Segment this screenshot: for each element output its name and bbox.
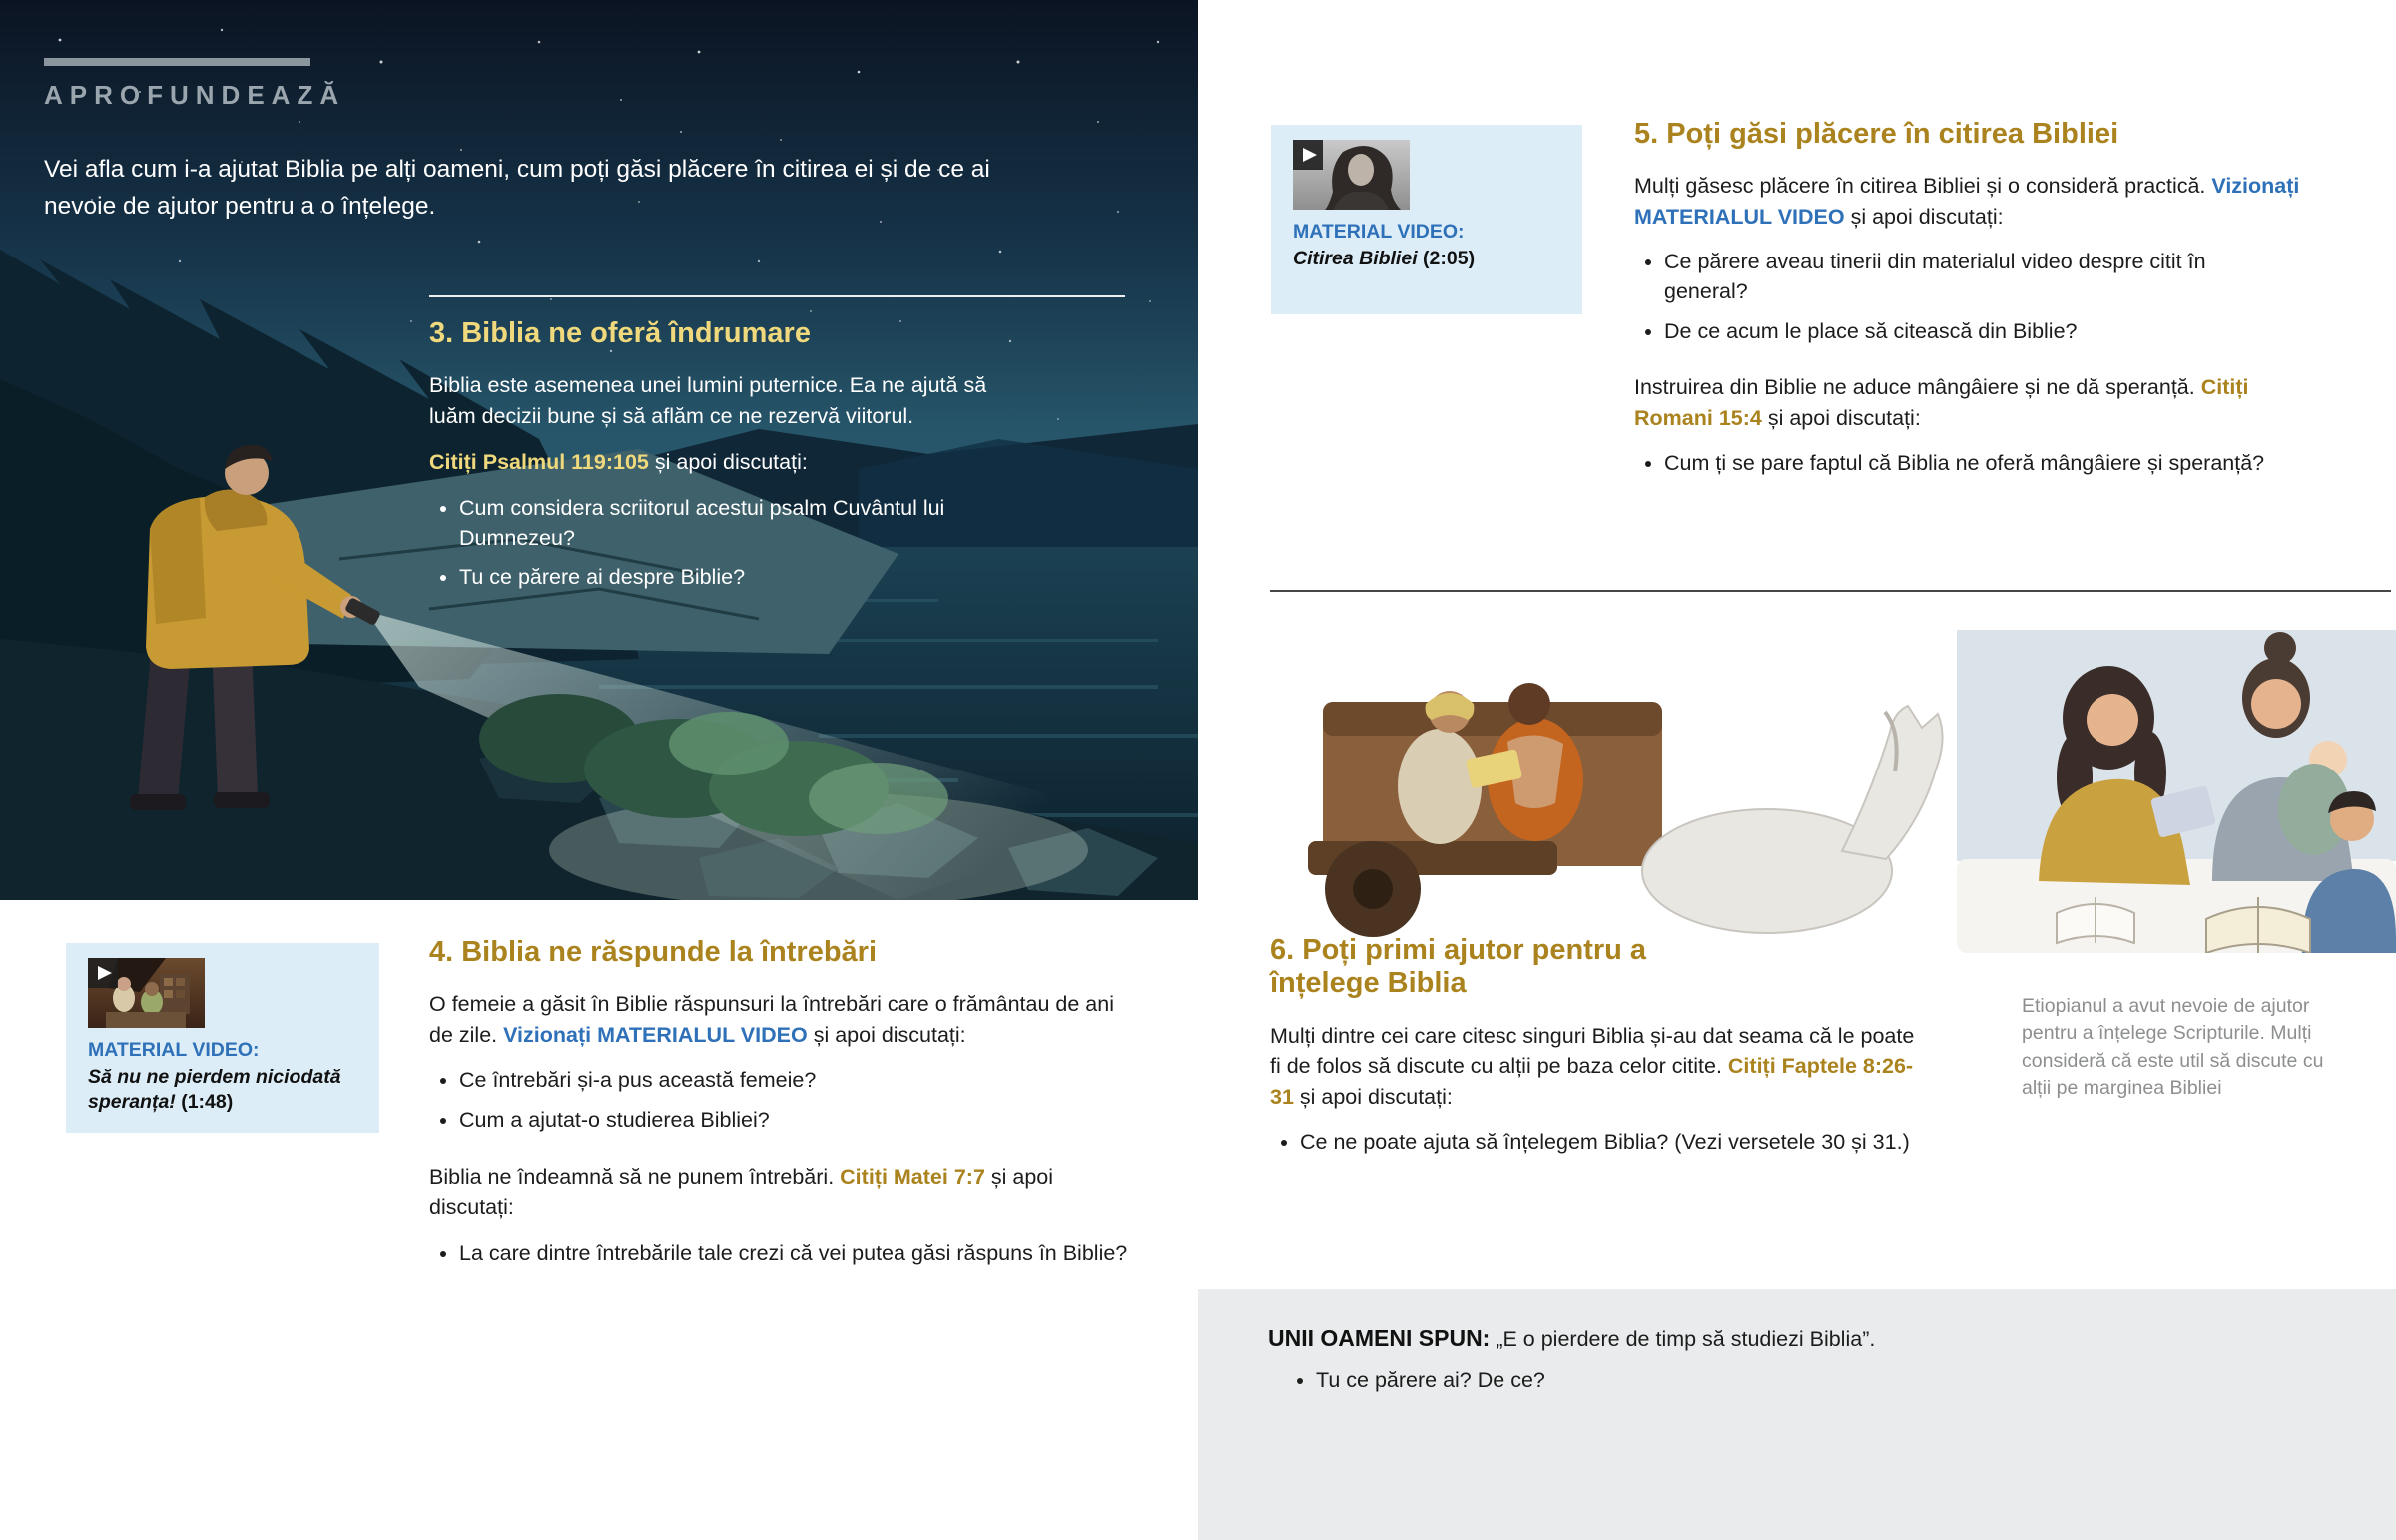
kicker-rule [44,58,310,66]
illustration-caption: Etiopianul a avut nevoie de ajutor pentru a înțelege Scripturile. Mulți consideră că este util să discute cu alții pe marginea Bibliei [2022,995,2324,1099]
bible-discussion-illustration [1268,552,2396,953]
scripture-link-matthew[interactable]: Citiți Matei 7:7 [840,1164,985,1189]
chariot-scene [1308,683,1662,937]
list-item: • Ce întrebări și-a pus această femeie? [459,1066,1138,1096]
section-4 [429,936,1138,1278]
video-duration: (2:05) [1423,248,1476,269]
some-people-say-line: UNII OAMENI SPUN: „E o pierdere de timp să studiezi Biblia”. [1268,1325,1876,1351]
list-item: • Ce părere aveau tinerii din materialul video despre citit în general? [1664,248,2293,306]
some-people-say-label: UNII OAMENI SPUN: [1268,1325,1491,1351]
some-people-say-box [1198,1289,2396,1540]
scripture-link-romans[interactable]: Citiți Romani 15:4 [1634,375,2249,430]
video-duration: (1:48) [181,1091,234,1114]
list-item: • De ce acum le place să citească din Biblie? [1664,317,2293,347]
watch-video-link[interactable]: Vizionați MATERIALUL VIDEO [1634,174,2300,229]
section-6 [1270,934,2009,1168]
list-item: • Ce ne poate ajuta să înțelegem Biblia? (Vezi versetele 30 și 31.) [1300,1128,1939,1158]
section-3-body: Biblia este asemenea unei lumini puternice. Ea ne ajută să luăm decizii bune și să aflăm ce ne rezervă viitorul. [429,373,987,428]
section-6-paragraph-1: Mulți dintre cei care citesc singuri Biblia și-au dat seama că le poate fi de folos să discute cu alții pe baza celor citite. Citiți Faptele 8:26-31 și apoi discutați: [1270,1023,1915,1109]
scripture-link-psalm[interactable]: Citiți Psalmul 119:105 [429,450,649,475]
hero-night-image [0,0,1198,900]
video-label: MATERIAL VIDEO: [1293,221,1465,243]
family-scene [1957,630,2396,953]
video-card-never-lose-hope [66,943,379,1133]
section-4-title: 4. Biblia ne răspunde la întrebări [429,936,878,968]
section-5-title: 5. Poți găsi plăcere în citirea Bibliei [1634,118,2119,150]
lesson-intro: Vei afla cum i-a ajutat Biblia pe alți oameni, cum poți găsi plăcere în citirea ei și de ce ai nevoie de ajutor pentru a o înțelege. [44,156,990,220]
section-5-questions-2 [1634,449,2293,479]
list-item: • Tu ce părere ai? De ce? [1316,1368,2316,1393]
scripture-link-acts[interactable]: Citiți Faptele 8:26-31 [1270,1054,1914,1109]
kicker-title: APROFUNDEAZĂ [44,80,346,110]
section-4-paragraph-1: O femeie a găsit în Biblie răspunsuri la întrebări care o frământau de ani de zile. Vizionați MATERIALUL VIDEO și apoi discutați: [429,992,1114,1047]
section-5-paragraph-2: Instruirea din Biblie ne aduce mângâiere și ne dă speranță. Citiți Romani 15:4 și apoi discutați: [1634,375,2249,430]
video-title: Citirea Bibliei (2:05) [1293,248,1476,269]
some-people-say-content [1268,1325,2316,1393]
section-4-paragraph-2: Biblia ne îndeamnă să ne punem întrebări. Citiți Matei 7:7 și apoi discutați: [429,1164,1054,1220]
video-thumbnail[interactable] [1293,140,1410,210]
section-3-title: 3. Biblia ne oferă îndrumare [429,317,811,349]
watch-video-link[interactable]: Vizionați MATERIALUL VIDEO [503,1022,808,1047]
video-label: MATERIAL VIDEO: [88,1039,260,1061]
section-5 [1634,118,2313,489]
section-3-rule [429,295,1125,297]
video-thumbnail[interactable] [88,958,205,1028]
section-4-questions [429,1066,1138,1135]
section-4-questions-2 [429,1239,1138,1269]
video-title: Să nu ne pierdem niciodată speranța! (1:48) [88,1066,341,1114]
section-6-questions [1270,1128,1939,1158]
section-3 [429,317,1068,603]
list-item: • Cum ți se pare faptul că Biblia ne oferă mângâiere și speranță? [1664,449,2293,479]
list-item: • La care dintre întrebările tale crezi că vei putea găsi răspuns în Biblie? [459,1239,1138,1269]
section-6-title: 6. Poți primi ajutor pentru a înțelege Biblia [1270,934,1647,1000]
horse [1642,706,1943,933]
section-5-questions [1634,248,2293,346]
some-people-say-questions [1268,1368,2316,1393]
list-item: • Cum a ajutat-o studierea Bibliei? [459,1106,1138,1136]
section-3-read-prompt: Citiți Psalmul 119:105 și apoi discutați: [429,450,808,475]
section-3-questions [429,494,1058,593]
list-item: • Tu ce părere ai despre Biblie? [459,563,1058,593]
video-card-bible-reading [1271,125,1582,314]
section-5-paragraph-1: Mulți găsesc plăcere în citirea Bibliei și o consideră practică. Vizionați MATERIALUL VIDEO și apoi discutați: [1634,174,2300,229]
list-item: • Cum considera scriitorul acestui psalm Cuvântul lui Dumnezeu? [459,494,1058,553]
